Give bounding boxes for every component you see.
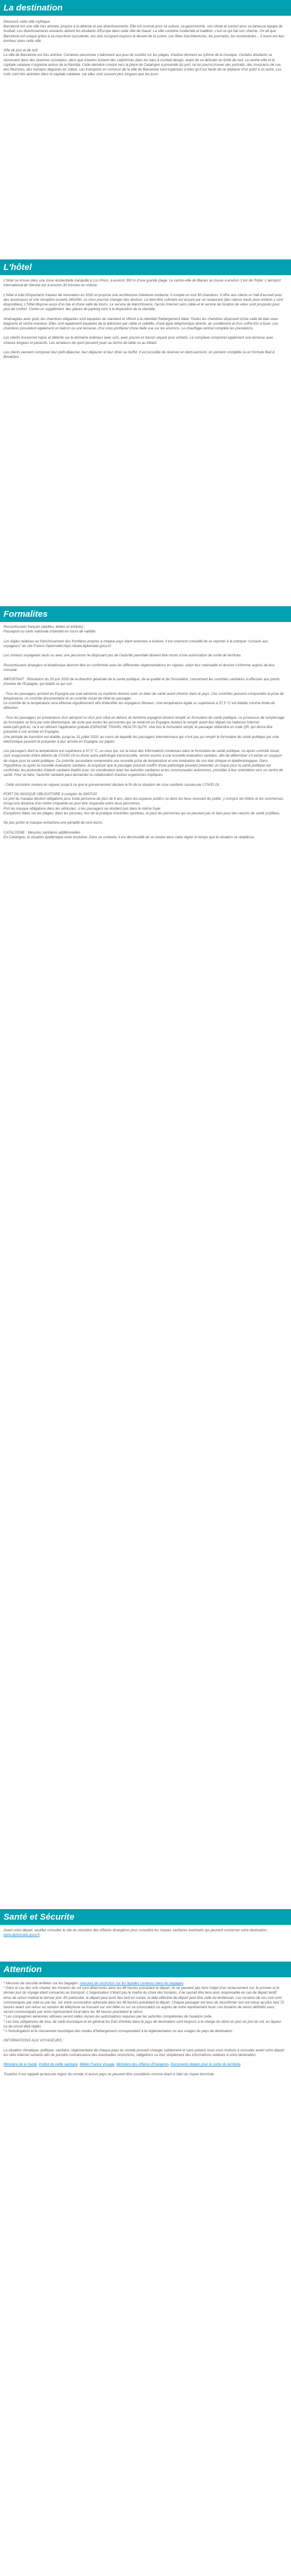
sante-text-end: . <box>39 1933 41 1938</box>
destination-paragraph: Ville de jour et de nuit La ville de Barcelone est très animée. Certaines personnes s'adonnent aux jeux de société sur les plages, d'autres donnent au rythme de la musique. Certains étudiants se réunissent dans des tavernes occulaires, alors que d'autres boivent des caïpirinhas dans les bars à cocktail design, avant de se défouler en boîte de nuit. Le centre-ville et la capitale catalane s'organise autour de la Rambla. Cette dernière conduit vers la place de Catalogne à proximité du port, où on pourra trouver des portraits, des musiciens de rue, des fleuristes, des humains déguisés en statue. Les transports en commun de la ville de Barcelone sont organisés si bien qu'il est facile de se déplacer d'un point à un autre. Les nuits sont très animées dans la capitale catalane, car elles sont souvent plus longues que les jours. <box>3 48 282 77</box>
section-header-attention: Attention <box>0 1962 291 1977</box>
attention-item-text: * Mesures de sécurité arrêtées sur les bagages: <box>3 1981 80 1985</box>
formalites-paragraph: - Cette résolution restera en vigueur jusqu'à ce que le gouvernement déclare la fin de la situation de crise sanitaire causée par COVID-19. <box>3 782 220 787</box>
affaires-etrangeres-link[interactable]: Ministère des Affaires Etrangères <box>116 2062 169 2067</box>
sante-paragraph <box>3 1928 285 1938</box>
destination-paragraph: Découvrir cette ville mythique Barcelone est une ville très animée, propice à la détente et aux divertissements. Elle est connue pour sa culture, sa gastronomie, son climat et surtout pour sa fameuse équipe de football. Les divertissements existants attirent les étudiants d'Europe dans cette ville de Gaudí. La ville combine modernité et tradition, c'est ce qui fait son charme. On dit que Barcelone est unique grâce à sa nourriture succulente, ses arts occupant toujours le devant de la scène. Les fêtes d'architectures, les journants, les noctambules... il ouvre est leur bonheur dans cette ville. <box>3 20 285 43</box>
documents-legaux-link[interactable]: Documents légaux pour la sortie du territoire <box>171 2062 241 2067</box>
formalites-paragraph: Les passagers dont la température est supérieure à 37,5 °C, ou ceux qui, sur la base des informations contenues dans le formulaire de santé publique, ou après contrôle visuel, sont soupçonnés d'être atteints de COVID-19 ou d'une autre pathologie transmissible, seront soumis à une nouvelle évaluation sanitaire, afin de déterminer s'il existe un soupçon de risque pour la santé publique. Ce contrôle secondaire comprendra une nouvelle prise de température et une évaluation de son état clinique et épidémiologique. Dans l'hypothèse où après la nouvelle évaluation sanitaire, la suspicion que le passager pourrait souffrir d'une pathologie pouvant présenter un risque pour la santé publique est confirmée, les protocoles d'alerte sanitaire établis pour, en coordination avec les autorités sanitaires et les communautés autonomes, procéder à leur orientation vers un centre de santé. Pour ce faire, l'autorité sanitaire peut demander la collaboration d'autres organismes impliqués. <box>3 749 283 778</box>
attention-body <box>3 1981 285 2082</box>
liquides-link[interactable]: mesures de restriction sur les liquides contenus dans les bagages <box>80 1981 183 1985</box>
hotel-paragraph: Les clients peuvent composer leur petit-déjeuner, leur déjeuner et leur dîner au buffet. Il est possible de réserver en demi-pension, en pension complète ou en formule Bed & Breakfast. <box>3 350 275 360</box>
formalites-paragraph: - Tous les passagers arrivant en Espagne par voie aérienne ou maritime doivent subir un bilan de santé avant d'entrer dans le pays. Ces contrôles peuvent comprendre la prise de température, un contrôle documentaire et un contrôle visuel de l'état du passager. Le contrôle de la température sera effectué régulièrement afin d'identifier les voyageurs fiévreux. Une température égale ou supérieure à 37,5 °C est établie comme limite de détection. <box>3 691 284 711</box>
sante-body <box>3 1928 285 1943</box>
formalites-paragraph: PORT DU MASQUE OBLIGATOIRE à compter du 09/07/20 Le port du masque devient obligatoire pour toute personne de plus de 6 ans, dans les espaces publics ou dans les lieux recevant du public, y compris les hôtels et les commerces, lorsqu'une distance d'un mètre cinquante ne peut être respectée entre deux personnes. Port du masque obligatoire dans les véhicules, si les passagers ne résident pas dans le même foyer. Exceptions faites sur les plages, dans les piscines, lors de la pratique d'activités sportives, et pour les personnes qui ne peuvent pas le faire pour des raisons de santé justifiées. <box>3 792 285 816</box>
attention-item: * Les compagnies aériennes utilisées seront celles reçues les autorisations requises par les autorités compétentes de l'aviation civile. <box>3 2015 213 2019</box>
formalites-paragraph: Les règles relatives au franchissement des frontières propres à chaque pays étant amenées à évoluer, il est vivement conseillé de se reporter à la rubrique "conseils aux voyageurs" du site France Diplomatie,https://www.diplomatie.gouv.fr/ <box>3 639 268 648</box>
hotel-paragraph: Les clients trouveront repos et détente sur le domaine extérieur avec sols, avec piscine et bassin séparé pour enfants. Le complexe comprend également une terrasse avec chaises longues et parasols. Les amateurs de sport peuvent jouer au tennis de table ou au billard. <box>3 336 274 345</box>
formalites-paragraph: Ressortissants étrangers et binationaux devront être en conformité avec les différentes réglementations en vigueur, selon leur nationalité et devront s'informer auprès de leur consulat. <box>3 663 275 672</box>
info-title: INFORMATIONS AUX VOYAGEURS : <box>3 2039 64 2043</box>
formalites-paragraph: CATALOGNE : Mesures sanitaires additionnelles En Catalogne, la situation épidémique reste évolutive. Dans ce contexte, il est déconseillé de se rendre dans cette région le temps que la situation se rétablisse. <box>3 830 255 839</box>
attention-item: * Les frais obligatoires de visa, de carte touristique et en général les frais d'entrée dans le pays de destination sont toujours à la charge du client en plus du prix du vol, en liqueur ou du circuit déjà réglés. <box>3 2019 282 2029</box>
diplomatie-link[interactable]: www.diplomatie.gouv.fr <box>3 1933 40 1938</box>
section-header-hotel: L'hôtel <box>0 259 291 275</box>
attention-item: * Dans le cas des vols charter, les horaires de vol sont déterminés dans les 48 heures précédant le départ. Ils ne peuvent pas faire l'objet d'un reclassement nul, le premier et le dernier jour du voyage étant consacrés au transport. L'organisateur n'étant pas le maître du choix des horaires, il ne saurait être tenu pour responsable en cas de départ tardif et/ou de retour matinal le dernier jour. En particulier, le départ peut avoir lieu tard en soirée, la date effective de départ peut être celle du lendemain. Les horaires de vos vols sont communiqués par mail ou par fax, sur votre convocation adressée dans les 48 heures précédant le départ. Chaque passager est tenu de reconfirmer son vol retour au plus tard 72 heures avant son retour au numéro de téléphone se trouvant sur son billet ou sur sa convocation ou auprès de notre représentant local. Les horaires de retour définitifs vous seront communiqués par notre représentant local dans les 48 heures précédant le retour. <box>3 1986 285 2015</box>
info-text: La situation climatique, politique, sanitaire, réglementaire de chaque pays du monde pouvant changer subitement et sans préavis nous vous invitons à consulter avant votre départ les sites internet suivants afin de prendre connaissance des éventuelles restrictions, obligations ou tout simplement des informations relatives à votre destination. <box>3 2048 285 2058</box>
attention-item <box>3 1981 285 1986</box>
meteo-france-link[interactable]: Météo France Voyage <box>79 2062 115 2067</box>
attention-item: * L'homologation et le classement touristique des modes d'hébergement correspondent à la réglementation ou aux usages du pays de destination. <box>3 2029 233 2034</box>
hotel-body <box>3 279 285 365</box>
ministere-sante-link[interactable]: Ministère de la Santé <box>3 2062 37 2067</box>
section-header-formalites: Formalites <box>0 606 291 622</box>
formalites-paragraph: Les mineurs voyageant seuls ou avec une personne ne disposant pas de l'autorité parentale doivent être munis d'une autorisation de sortie de territoire. <box>3 653 242 658</box>
formalites-paragraph: Ressortissants français (adultes, bébés et enfants) : Passeport ou carte nationale d'identité en cours de validité. <box>3 625 97 634</box>
formalites-body <box>3 625 285 845</box>
hotel-paragraph: L'hôtel se trouve dans une zone résidentielle tranquille à Los Pinos, à environ 300 m d'une grande plage. Le centre-ville de Blanes se trouve à environ 1 km de l'hôtel. L'aéroport international de Gérone est à environ 30 minutes en voiture. <box>3 279 281 288</box>
section-header-sante: Santé et Sécurite <box>0 1909 291 1925</box>
section-header-destination: La destination <box>0 0 291 16</box>
info-links: Ministère de la Santé, Institut de veille sanitaire, Météo France Voyage, Ministère des Affaires Etrangères, Documents légaux pour la sortie du territoire. <box>3 2062 242 2067</box>
formalites-paragraph: - Tous les passagers en provenance d'un aéroport ou d'un port situé en dehors du territoire espagnol doivent remplir un formulaire de santé publique. Le processus de remplissage du formulaire se fera par voie électronique, de sorte que toutes les personnes qui se rendront en Espagne doivent le remplir avant leur départ via l'adresse Internet www.spth.gob.es, ou à un utilisant l'application gratuite ESPAGNE TRAVEL HEALTH-SpTH. Une fois le formulaire rempli, le passager obtiendra un code QR, qui devra être présenté à son arrivée en Espagne. Une période de transition est établie, jusqu'au 31 juillet 2020, au cours de laquelle les passagers internationaux qui n'ont pas pu remplir le formulaire de santé publique par voie électronique peuvent le présenter à leur arrivée en Espagne sur papier. <box>3 715 285 744</box>
attention-item-end: . <box>183 1981 184 1985</box>
hotel-paragraph: Aménagées avec goût, les chambres élégantes sont équipées du standard et offrent à la clientèle l'hébergement idéal. Toutes les chambres disposent d'une salle de bain avec baignoire et sèche-cheveux. Elles sont également équipées de la télévision par câble et satellite, d'une ligne téléphonique directe, air conditionné et d'un coffre-fort à louer. Les chambres possèdent également un balcon ou une terrasse, d'où vous profiterez d'une belle vue sur les environs. Le chauffage central complète les prestations. <box>3 317 278 331</box>
veille-sanitaire-link[interactable]: Institut de veille sanitaire <box>38 2062 78 2067</box>
sante-text: Avant votre départ, veuillez consulter le site du ministère des Affaires étrangères pour connaître les risques sanitaires éventuels qui peuvent concerner votre destination : <box>3 1928 269 1932</box>
formalites-paragraph: Ne pas porter le masque entraînera une pénalité de cent euros. <box>3 821 104 825</box>
final-note: Toutefois il est rappelé qu'aucune région du monde ni aucun pays ne peuvent être considérés comme étant à l'abri du risque terroriste. <box>3 2072 215 2076</box>
destination-body <box>3 20 285 82</box>
formalites-paragraph: IMPORTANT : Résolution du 29 juin 2020 de la direction générale de la santé publique, de la qualité et de l'innovation, concernant les contrôles sanitaires à effectuer aux points d'entrée de l'Espagne, qui établit ce qui suit : <box>3 677 280 687</box>
hotel-paragraph: L'hôtel a subi d'importants travaux de rénovation en 2002 et propose une architecture intérieure moderne. Il compte en tout 90 chambres. Il offre aux clients un hall d'accueil avec des ascenseurs et une réception ouverte 24h/24h, où vous pourrez changer des devises. Le bien-être culinaire est assuré par un restaurant (des rations hauts pour enfants y sont disponibles). L'hôtel dispose aussi d'un bar et d'une salle de loisirs. Le service de blanchisserie, l'accès Internet sans câble et le service de location de vélos sont proposés pour plus de confort. Contre un supplément, des places de parking sont à la disposition de la clientèle. <box>3 293 283 312</box>
